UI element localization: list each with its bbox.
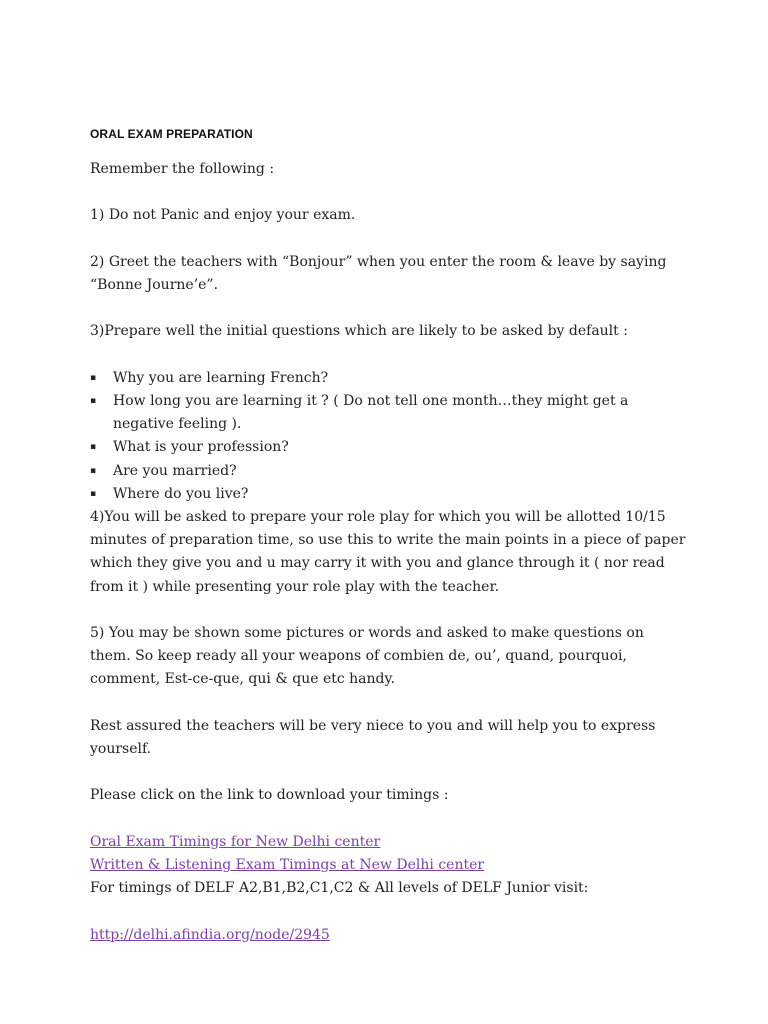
url-line bbox=[90, 924, 686, 947]
list-item bbox=[90, 483, 686, 506]
point-4: 4)You will be asked to prepare your role play for which you will be allotted 10/15 minutes of preparation time, so use this to write the main points in a piece of paper which they give you and u may carry it with you and glance through it ( nor read from it ) while presenting your role play with the teacher. bbox=[90, 508, 686, 595]
list-item-text: Why you are learning French? bbox=[113, 369, 329, 386]
bullet-icon: ▪ bbox=[90, 488, 97, 499]
point-3: 3)Prepare well the initial questions which are likely to be asked by default : bbox=[90, 323, 628, 340]
spacer bbox=[90, 344, 686, 367]
list-item-text: How long you are learning it ? ( Do not tell one month…they might get a negative feeling ). bbox=[113, 392, 629, 433]
list-item-text: Where do you live? bbox=[113, 485, 249, 502]
list-item-text: Are you married? bbox=[113, 462, 237, 479]
list-item bbox=[90, 390, 686, 436]
spacer bbox=[90, 808, 686, 831]
document-heading: ORAL EXAM PREPARATION bbox=[90, 127, 253, 141]
document-page bbox=[90, 126, 686, 947]
point-1: 1) Do not Panic and enjoy your exam. bbox=[90, 207, 356, 224]
spacer bbox=[90, 181, 686, 204]
spacer bbox=[90, 692, 686, 715]
written-timings-line bbox=[90, 854, 686, 877]
point-2: 2) Greet the teachers with “Bonjour” when you enter the room & leave by saying “Bonne Journe’e”. bbox=[90, 253, 667, 293]
oral-timings-line bbox=[90, 831, 686, 854]
oral-timings-link[interactable]: Oral Exam Timings for New Delhi center bbox=[90, 833, 381, 850]
bullet-icon: ▪ bbox=[90, 442, 97, 453]
delf-url-link[interactable]: http://delhi.afindia.org/node/2945 bbox=[90, 926, 330, 943]
list-item-text: What is your profession? bbox=[113, 439, 289, 456]
reassurance-text: Rest assured the teachers will be very niece to you and will help you to express yourself. bbox=[90, 717, 656, 757]
spacer bbox=[90, 297, 686, 320]
point-5: 5) You may be shown some pictures or words and asked to make questions on them. So keep ready all your weapons of combien de, ou’, quand, pourquoi, comment, Est-ce-que, qui & que etc handy. bbox=[90, 624, 644, 688]
bullet-icon: ▪ bbox=[90, 372, 97, 383]
spacer bbox=[90, 761, 686, 784]
click-prompt: Please click on the link to download your timings : bbox=[90, 787, 449, 804]
list-item bbox=[90, 367, 686, 390]
list-item bbox=[90, 460, 686, 483]
spacer bbox=[90, 599, 686, 622]
question-list bbox=[90, 367, 686, 506]
written-timings-link[interactable]: Written & Listening Exam Timings at New Delhi center bbox=[90, 856, 485, 873]
intro-text: Remember the following : bbox=[90, 161, 275, 177]
bullet-icon: ▪ bbox=[90, 395, 97, 406]
spacer bbox=[90, 228, 686, 251]
delf-note: For timings of DELF A2,B1,B2,C1,C2 & All levels of DELF Junior visit: bbox=[90, 880, 589, 897]
list-item bbox=[90, 436, 686, 459]
spacer bbox=[90, 900, 686, 923]
bullet-icon: ▪ bbox=[90, 465, 97, 476]
